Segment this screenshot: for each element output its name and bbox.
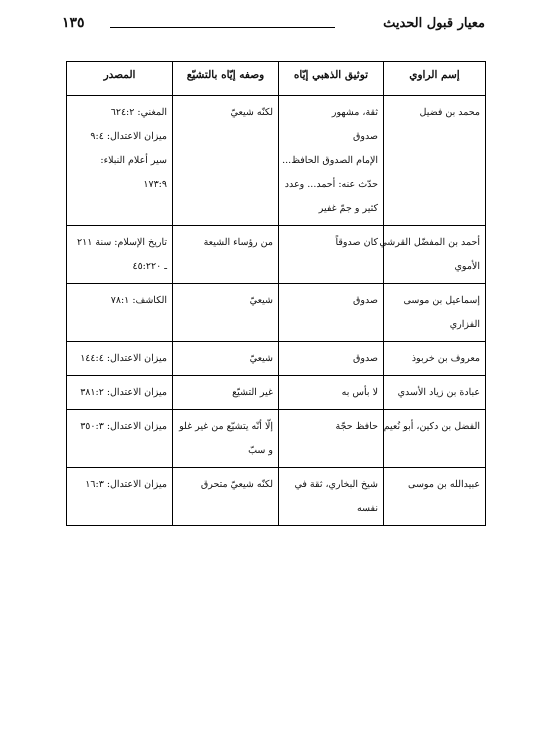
table-row — [67, 226, 486, 284]
cell-line: ميزان الاعتدال: ١٦:٣ — [85, 479, 167, 490]
column-header-narrator: إسم الراوي — [384, 62, 486, 96]
tashayyu-cell — [173, 410, 279, 468]
source-cell — [67, 96, 173, 226]
table-row — [67, 342, 486, 376]
cell-line: صدوق — [352, 131, 378, 142]
tashayyu-cell — [173, 96, 279, 226]
cell-line: تاريخ الإسلام: سنة ٢١١ — [77, 237, 167, 248]
cell-line: كان صدوقاً — [335, 237, 378, 248]
cell-line: شيعيّ — [249, 295, 273, 306]
table-row — [67, 284, 486, 342]
cell-line: شيخ البخاري، ثقة في — [294, 479, 378, 490]
cell-line: معروف بن خربوذ — [411, 353, 480, 364]
cell-line: ميزان الاعتدال: ٣٥٠:٣ — [80, 421, 167, 432]
cell-line: الفزاري — [449, 319, 480, 330]
page-number: ١٣٥ — [62, 15, 85, 31]
cell-line: نفسه — [356, 503, 378, 514]
source-cell — [67, 226, 173, 284]
cell-line: أحمد بن المفضّل القرشي — [379, 237, 480, 248]
header-rule — [110, 27, 335, 28]
tashayyu-cell — [173, 342, 279, 376]
narrator-cell — [384, 376, 486, 410]
source-cell — [67, 410, 173, 468]
cell-line: الفضل بن دكين، أبو نُعيم — [383, 421, 480, 432]
cell-line: ميزان الاعتدال: ١٤٤:٤ — [80, 353, 167, 364]
cell-line: ميزان الاعتدال: ٣٨١:٢ — [80, 387, 167, 398]
tawthiq-cell — [279, 376, 384, 410]
cell-line: كثير و جمّ غفير — [318, 203, 378, 214]
cell-line: عبيدالله بن موسى — [408, 479, 480, 490]
cell-line: المغني: ٦٢٤:٢ — [110, 107, 167, 118]
tawthiq-cell — [279, 96, 384, 226]
cell-line: إسماعيل بن موسى — [403, 295, 480, 306]
tawthiq-cell — [279, 410, 384, 468]
cell-line: صدوق — [352, 353, 378, 364]
cell-line: محمد بن فضيل — [419, 107, 480, 118]
tashayyu-cell — [173, 468, 279, 526]
narrator-cell — [384, 96, 486, 226]
table-header-row — [67, 62, 486, 96]
cell-line: لكنّه شيعيّ — [230, 107, 273, 118]
source-cell — [67, 468, 173, 526]
running-title: معيار قبول الحديث — [383, 16, 485, 31]
cell-line: الأموي — [454, 261, 480, 272]
cell-line: شيعيّ — [249, 353, 273, 364]
cell-line: إلّا أنّه يتشيّع من غير غلو — [179, 421, 273, 432]
cell-line: من رؤساء الشيعة — [203, 237, 273, 248]
column-header-source: المصدر — [67, 62, 173, 96]
column-header-tashayyu: وصفه إيّاه بالتشيّع — [173, 62, 279, 96]
table-row — [67, 468, 486, 526]
cell-line: عبادة بن زياد الأسدي — [397, 387, 480, 398]
tashayyu-cell — [173, 226, 279, 284]
cell-line: صدوق — [352, 295, 378, 306]
narrator-cell — [384, 342, 486, 376]
source-cell — [67, 376, 173, 410]
cell-line: الإمام الصدوق الحافظ... — [282, 155, 378, 166]
cell-line: ثقة، مشهور — [331, 107, 378, 118]
table-row — [67, 96, 486, 226]
cell-line: الكاشف: ٧٨:١ — [110, 295, 167, 306]
column-header-tawthiq: توثيق الذهبي إيّاه — [279, 62, 384, 96]
cell-line: ـ ٤٥:٢٢٠ — [132, 261, 167, 272]
cell-line: حدّث عنه: أحمد... وعدد — [284, 179, 378, 190]
tawthiq-cell — [279, 226, 384, 284]
cell-line: ١٧٣:٩ — [143, 179, 167, 190]
page-header — [62, 16, 485, 38]
tashayyu-cell — [173, 376, 279, 410]
source-cell — [67, 284, 173, 342]
tashayyu-cell — [173, 284, 279, 342]
narrator-cell — [384, 410, 486, 468]
tawthiq-cell — [279, 284, 384, 342]
cell-line: حافظ حجّة — [335, 421, 378, 432]
cell-line: سير أعلام النبلاء: — [100, 155, 167, 166]
cell-line: لكنّه شيعيّ متحرق — [200, 479, 273, 490]
tawthiq-cell — [279, 342, 384, 376]
cell-line: لا بأس به — [341, 387, 378, 398]
source-cell — [67, 342, 173, 376]
narrator-cell — [384, 468, 486, 526]
tawthiq-cell — [279, 468, 384, 526]
cell-line: و سبّ — [248, 445, 273, 456]
narrator-cell — [384, 284, 486, 342]
narrators-table — [66, 61, 486, 526]
cell-line: ميزان الاعتدال: ٩:٤ — [90, 131, 167, 142]
table-row — [67, 410, 486, 468]
table-row — [67, 376, 486, 410]
narrator-cell — [379, 226, 486, 284]
cell-line: غير التشيّع — [232, 387, 273, 398]
